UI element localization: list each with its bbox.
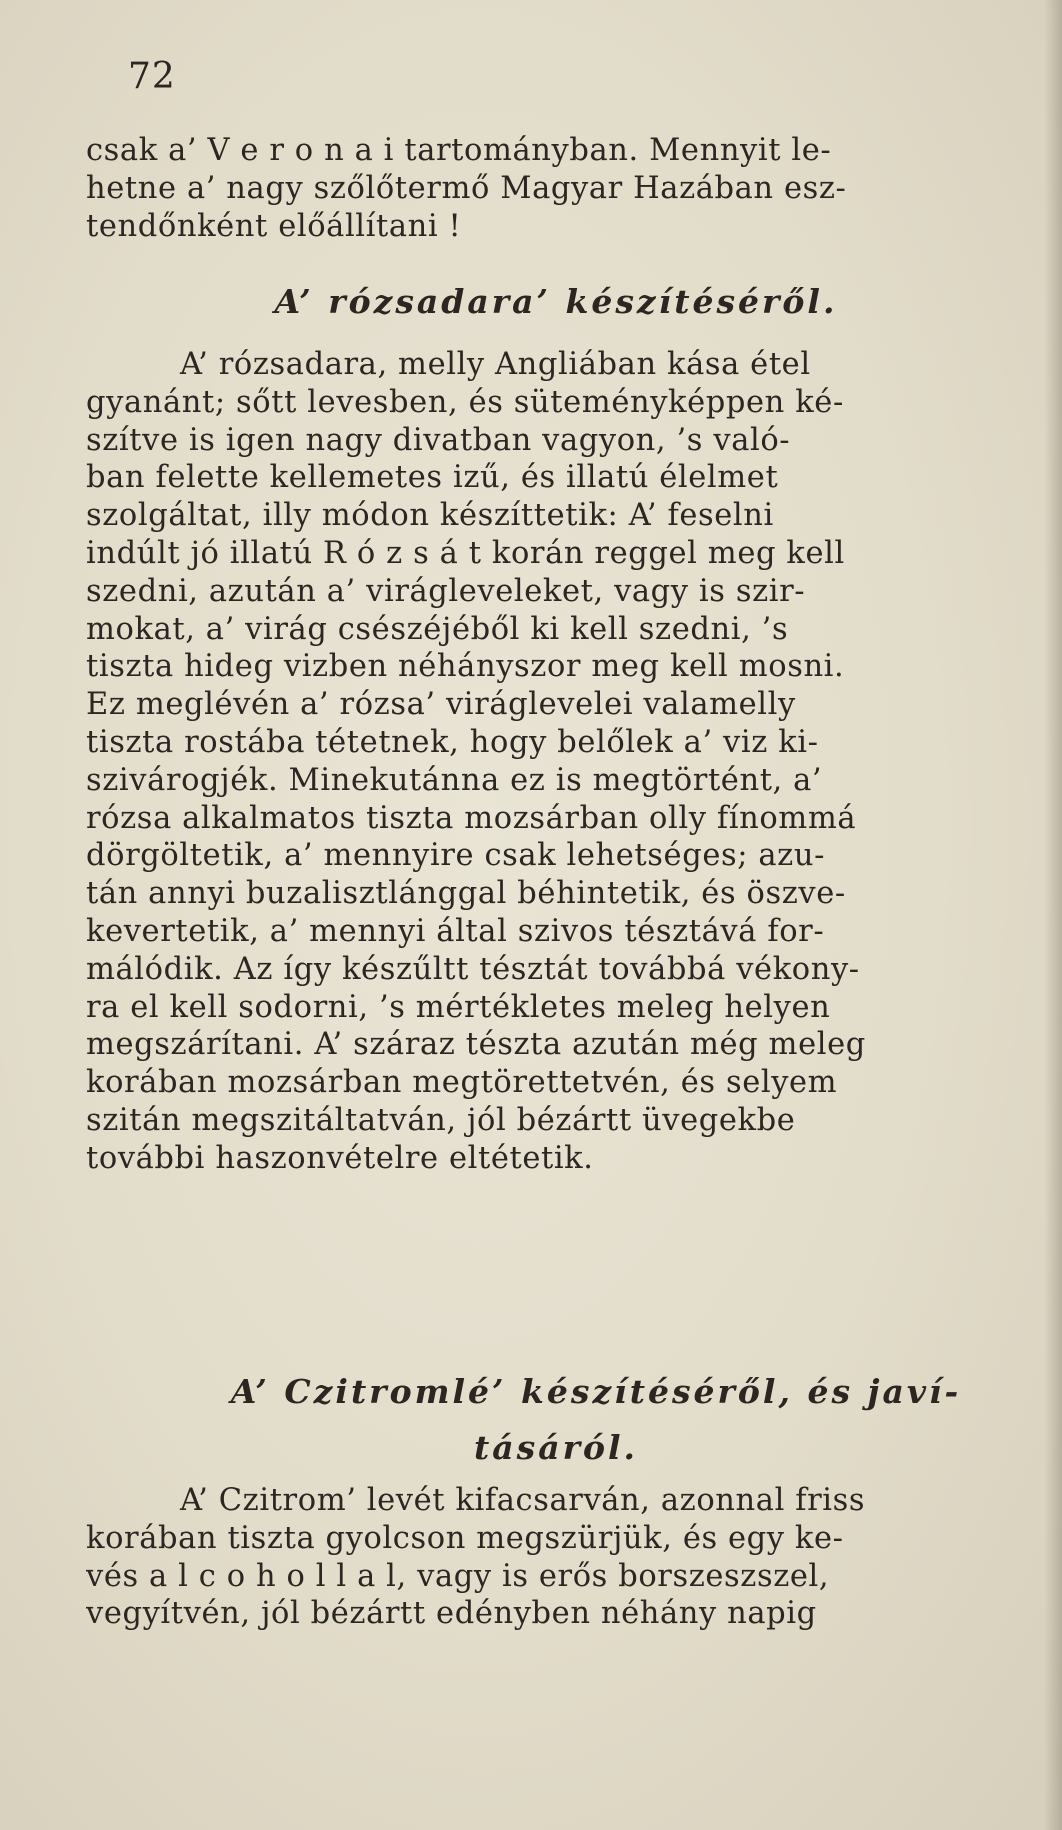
text-line: gyanánt; sőtt levesben, és süteményképpen ké- bbox=[86, 384, 844, 420]
text-line: csak a’ V e r o n a i tartományban. Mennyit le- bbox=[86, 133, 832, 168]
text-line: tiszta hideg vizben néhányszor meg kell mosni. bbox=[86, 649, 845, 685]
section-heading-czitromle-line1: A’ Czitromlé’ készítéséről, és javí- bbox=[230, 1372, 962, 1411]
section-heading-rozsadara: A’ rózsadara’ készítéséről. bbox=[274, 282, 838, 321]
text-line: mokat, a’ virág csészéjéből ki kell szedni, ’s bbox=[86, 611, 789, 647]
paragraph-czitromle bbox=[86, 1482, 1026, 1633]
text-line: tendőnként előállítani ! bbox=[86, 208, 462, 244]
text-line: vegyítvén, jól bézártt edényben néhány napig bbox=[86, 1596, 817, 1632]
text-line: ban felette kellemetes izű, és illatú élelmet bbox=[86, 460, 779, 496]
text-line: szitán megszitáltatván, jól bézártt üvegekbe bbox=[86, 1102, 796, 1138]
text-line: Ez meglévén a’ rózsa’ viráglevelei valamelly bbox=[86, 687, 796, 723]
section-heading-czitromle-line2: tásáról. bbox=[473, 1428, 638, 1467]
text-line: A’ rózsadara, melly Angliában kása étel bbox=[180, 347, 811, 382]
text-line: málódik. Az így készűltt tésztát továbbá vékony- bbox=[86, 951, 860, 987]
text-line: megszárítani. A’ száraz tészta azután még meleg bbox=[86, 1027, 866, 1063]
paragraph-rozsadara bbox=[86, 346, 1026, 1178]
text-line: tiszta rostába tétetnek, hogy belőlek a’ viz ki- bbox=[86, 724, 819, 760]
text-line: szítve is igen nagy divatban vagyon, ’s való- bbox=[86, 422, 791, 458]
text-line: ra el kell sodorni, ’s mértékletes meleg helyen bbox=[86, 989, 831, 1025]
paragraph-intro bbox=[86, 132, 1026, 245]
text-line: korában mozsárban megtörettetvén, és selyem bbox=[86, 1065, 838, 1101]
text-line: kevertetik, a’ mennyi által szivos tésztává for- bbox=[86, 913, 825, 949]
text-line: A’ Czitrom’ levét kifacsarván, azonnal friss bbox=[180, 1483, 866, 1518]
text-line: további haszonvételre eltétetik. bbox=[86, 1140, 594, 1176]
text-line: rózsa alkalmatos tiszta mozsárban olly fínommá bbox=[86, 800, 857, 836]
text-line: indúlt jó illatú R ó z s á t korán reggel meg kell bbox=[86, 535, 845, 571]
page-edge-shadow bbox=[1044, 0, 1062, 1830]
text-line: tán annyi buzalisztlánggal béhintetik, és öszve- bbox=[86, 876, 846, 912]
text-line: vés a l c o h o l l a l, vagy is erős borszeszszel, bbox=[86, 1558, 830, 1594]
text-line: szedni, azután a’ virágleveleket, vagy is szir- bbox=[86, 573, 806, 609]
page-number: 72 bbox=[128, 56, 176, 97]
text-line: hetne a’ nagy szőlőtermő Magyar Hazában esz- bbox=[86, 170, 847, 206]
text-line: dörgöltetik, a’ mennyire csak lehetséges; azu- bbox=[86, 838, 825, 874]
text-line: szivárogjék. Minekutánna ez is megtörtént, a’ bbox=[86, 762, 823, 798]
text-line: korában tiszta gyolcson megszürjük, és egy ke- bbox=[86, 1520, 844, 1556]
text-line: szolgáltat, illy módon készíttetik: A’ feselni bbox=[86, 498, 774, 534]
